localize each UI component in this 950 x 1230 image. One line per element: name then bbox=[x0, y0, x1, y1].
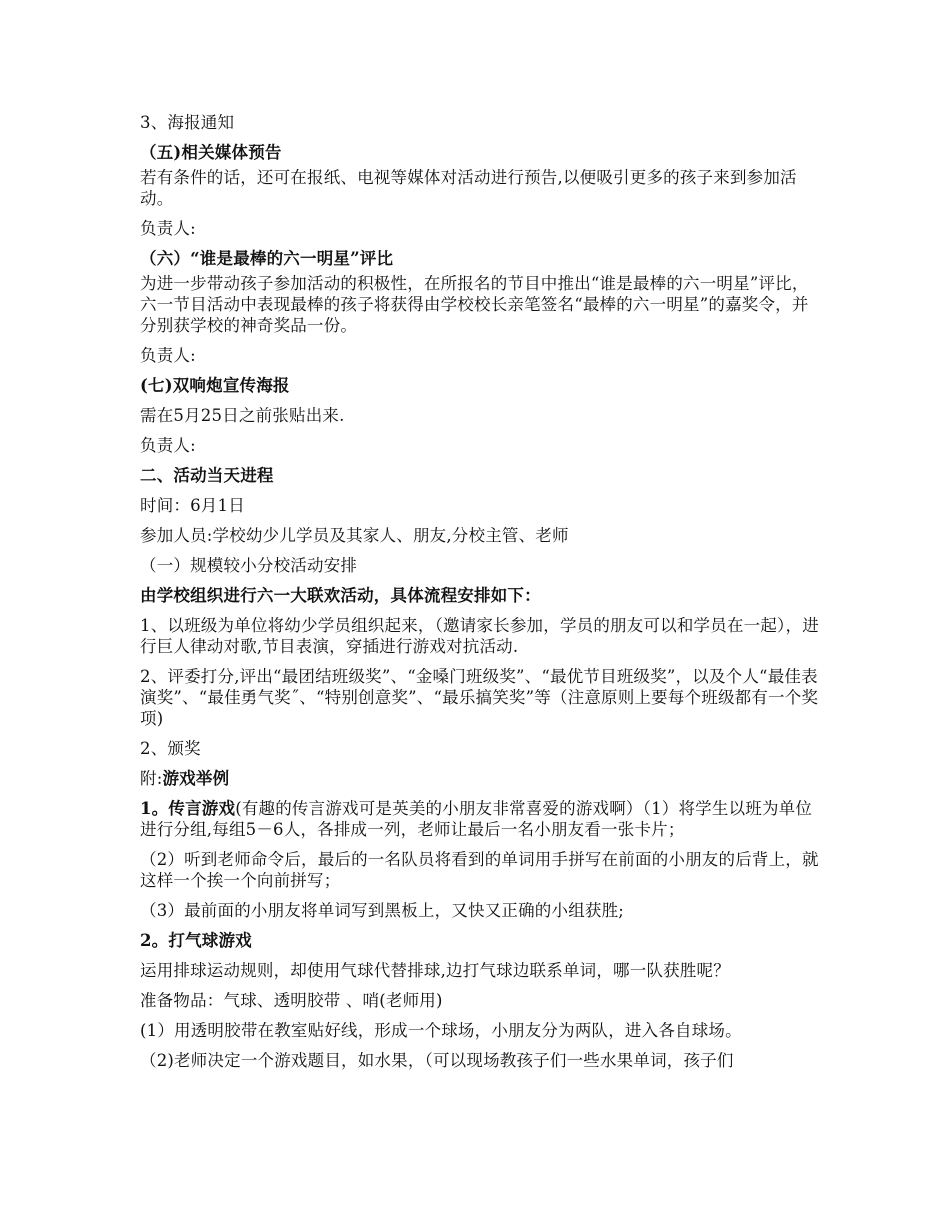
game-2-title: 2。打气球游戏 bbox=[140, 931, 252, 950]
game-1-step-3: （3）最前面的小朋友将单词写到黑板上，又快又正确的小组获胜; bbox=[140, 901, 625, 920]
game-2-materials: 准备物品：气球、透明胶带 、哨(老师用) bbox=[140, 991, 443, 1010]
subsection-1-heading: （一）规模较小分校活动安排 bbox=[140, 556, 358, 575]
responsible-person-1: 负责人: bbox=[140, 219, 196, 238]
game-1-step-2: （2）听到老师命令后，最后的一名队员将看到的单词用手拼写在前面的小朋友的后背上，就这样一个挨一个向前拼写； bbox=[140, 850, 819, 890]
game-1-desc: (有趣的传言游戏可是英美的小朋友非常喜爱的游戏啊）（1）将学生以班为单位进行分组,每组5－6人，各排成一列，老师让最后一名小朋友看一张卡片； bbox=[140, 799, 813, 839]
poster-notice-line: 3、海报通知 bbox=[140, 113, 235, 132]
flow-step-1: 1、以班级为单位将幼少学员组织起来，（邀请家长参加，学员的朋友可以和学员在一起），进行巨人律动对歌,节目表演，穿插进行游戏对抗活动. bbox=[140, 616, 819, 656]
section-5-text: 若有条件的话，还可在报纸、电视等媒体对活动进行预告,以便吸引更多的孩子来到参加活动。 bbox=[140, 168, 797, 208]
responsible-person-3: 负责人: bbox=[140, 436, 196, 455]
award-line: 2、颁奖 bbox=[140, 739, 201, 758]
game-2-step-2: （2)老师决定一个游戏题目，如水果，（可以现场教孩子们一些水果单词，孩子们 bbox=[140, 1051, 734, 1070]
appendix-heading bbox=[140, 768, 820, 789]
appendix-prefix: 附: bbox=[140, 769, 163, 788]
flow-step-2: 2、评委打分,评出“最团结班级奖”、“金嗓门班级奖”、“最优节目班级奖”，以及个人“最佳表演奖”、“最佳勇气奖˝、“特别创意奖”、“最乐搞笑奖”等（注意原则上要每个班级都有一个奖项) bbox=[140, 667, 819, 728]
event-time: 时间：6月1日 bbox=[140, 496, 245, 515]
section-7-heading: (七)双响炮宣传海报 bbox=[140, 376, 290, 395]
section-7-text: 需在5月25日之前张贴出来. bbox=[140, 406, 345, 425]
part-2-heading: 二、活动当天进程 bbox=[140, 466, 274, 485]
responsible-person-2: 负责人: bbox=[140, 346, 196, 365]
flow-intro: 由学校组织进行六一大联欢活动，具体流程安排如下： bbox=[140, 586, 541, 605]
game-2-desc: 运用排球运动规则，却使用气球代替排球,边打气球边联系单词，哪一队获胜呢？ bbox=[140, 961, 730, 980]
document-page bbox=[140, 112, 820, 1080]
section-6-heading: （六）“谁是最棒的六一明星”评比 bbox=[140, 249, 394, 268]
game-1-title: 1。传言游戏 bbox=[140, 799, 236, 818]
appendix-title: 游戏举例 bbox=[162, 769, 230, 788]
participants: 参加人员:学校幼少儿学员及其家人、朋友,分校主管、老师 bbox=[140, 526, 569, 545]
game-1-intro bbox=[140, 798, 820, 840]
section-5-heading: （五)相关媒体预告 bbox=[140, 143, 282, 162]
section-6-text: 为进一步带动孩子参加活动的积极性，在所报名的节目中推出“谁是最棒的六一明星”评比，六一节目活动中表现最棒的孩子将获得由学校校长亲笔签名“最棒的六一明星”的嘉奖令，并分别获学校的神奇奖品一份。 bbox=[140, 274, 809, 335]
game-2-step-1: (1）用透明胶带在教室贴好线，形成一个球场，小朋友分为两队，进入各自球场。 bbox=[140, 1021, 742, 1040]
